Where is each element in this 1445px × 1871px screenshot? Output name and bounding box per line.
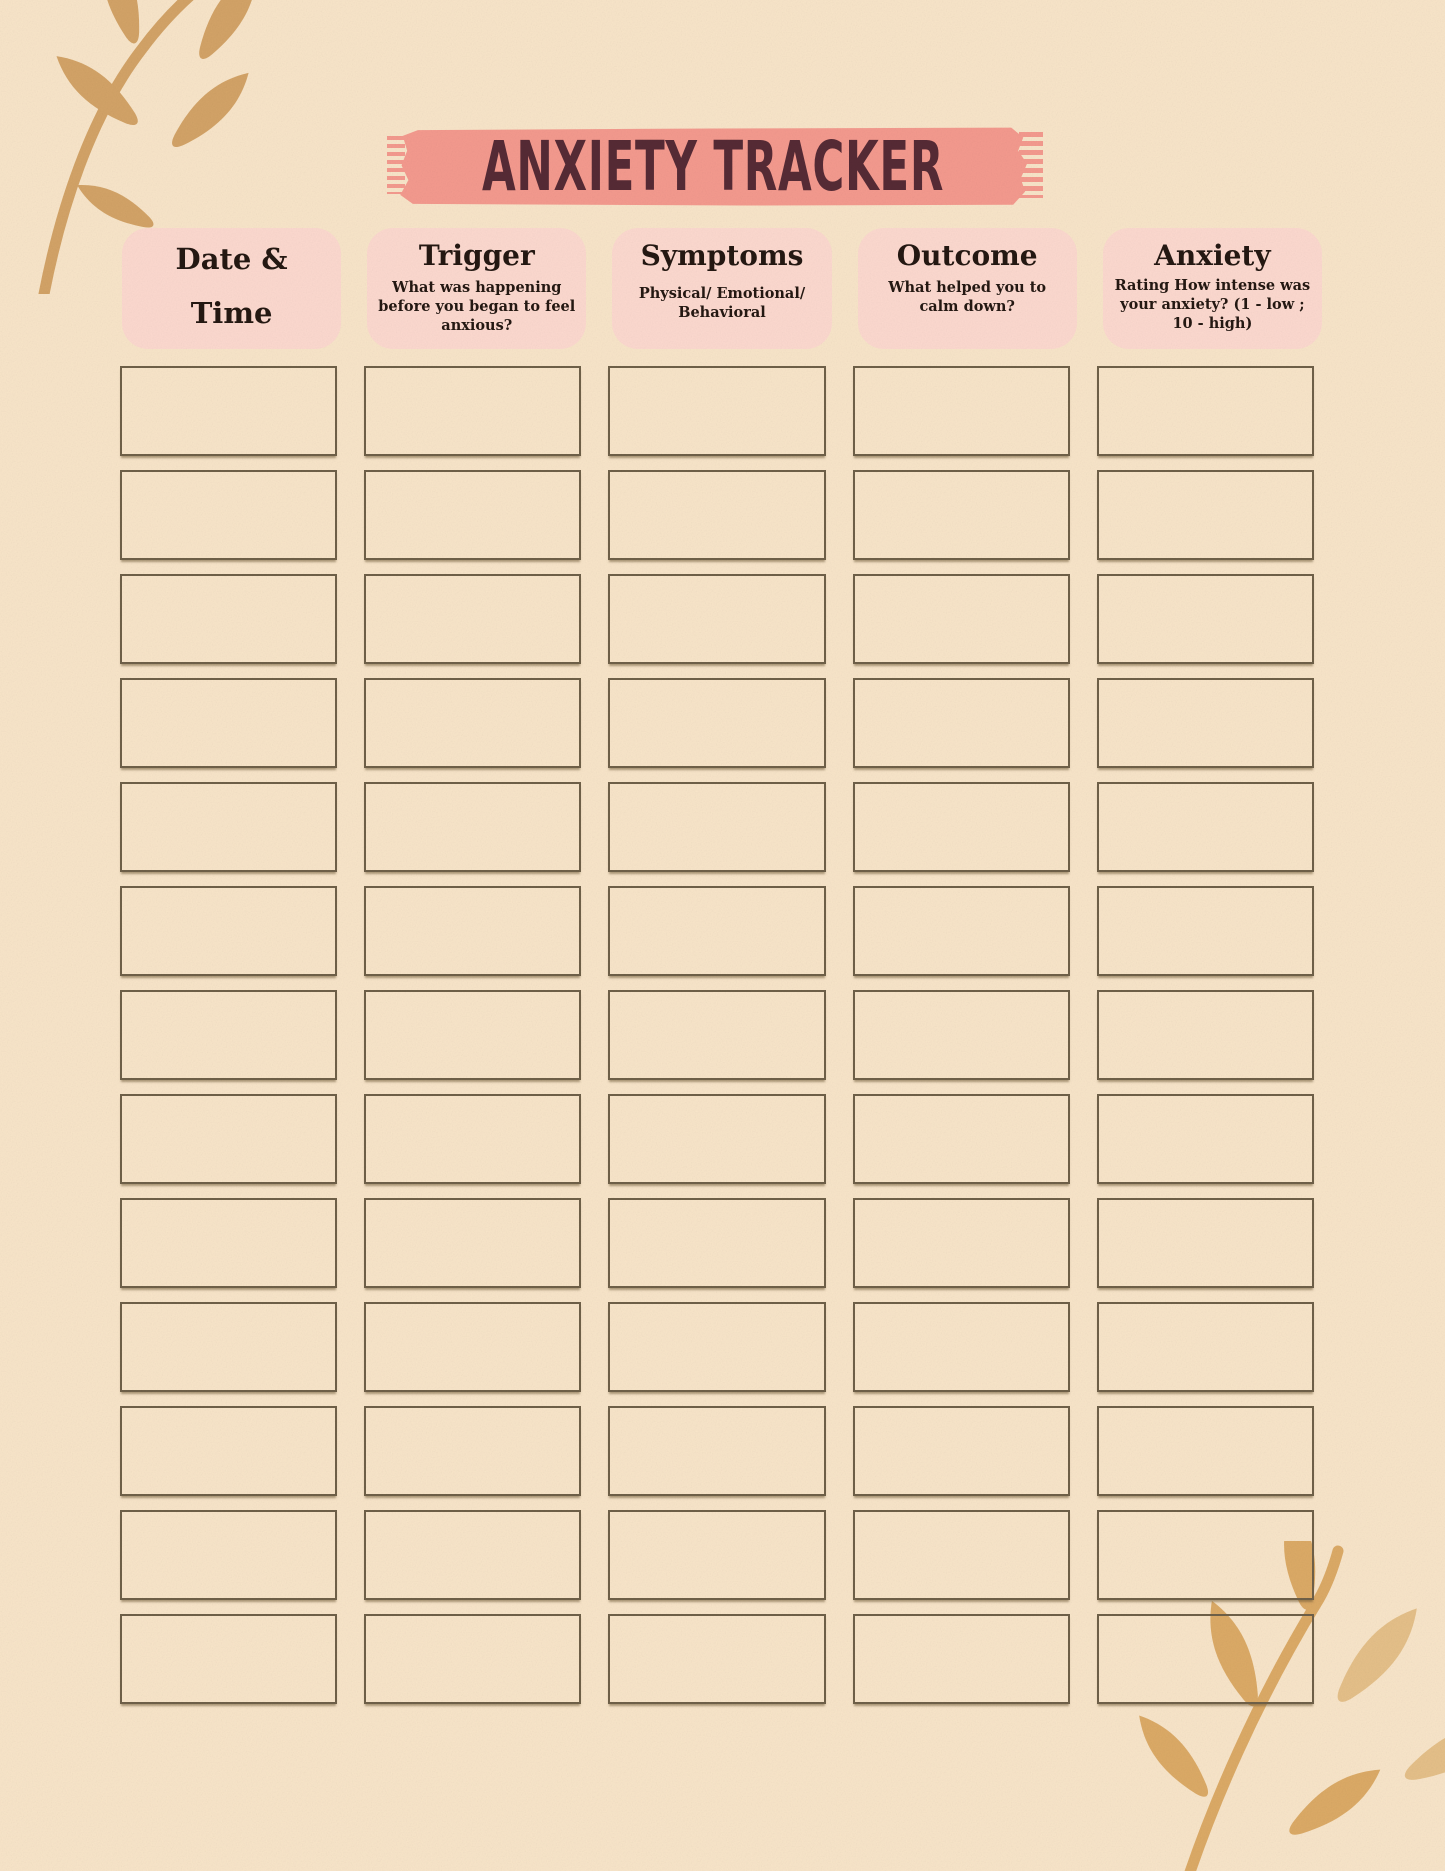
entry-cell-row6-trigger[interactable] [364, 886, 581, 976]
entry-cell-row12-date-time[interactable] [120, 1510, 337, 1600]
entry-cell-row13-date-time[interactable] [120, 1614, 337, 1704]
entry-cell-row4-date-time[interactable] [120, 678, 337, 768]
entry-cell-row4-trigger[interactable] [364, 678, 581, 768]
column-header-date-time [122, 228, 341, 349]
entry-cell-row8-anxiety[interactable] [1097, 1094, 1314, 1184]
entry-cell-row6-anxiety[interactable] [1097, 886, 1314, 976]
entry-cell-row11-trigger[interactable] [364, 1406, 581, 1496]
page-title: ANXIETY TRACKER [481, 126, 945, 207]
entry-cell-row4-outcome[interactable] [853, 678, 1070, 768]
entry-cell-row8-date-time[interactable] [120, 1094, 337, 1184]
entry-cell-row9-outcome[interactable] [853, 1198, 1070, 1288]
entry-cell-row8-symptoms[interactable] [608, 1094, 825, 1184]
entry-cell-row9-trigger[interactable] [364, 1198, 581, 1288]
entry-cell-row9-date-time[interactable] [120, 1198, 337, 1288]
column-title-trigger: Trigger [418, 239, 535, 272]
entry-cell-row6-outcome[interactable] [853, 886, 1070, 976]
column-title-symptoms: Symptoms [640, 239, 804, 272]
entry-cell-row4-symptoms[interactable] [608, 678, 825, 768]
column-headers-row [122, 228, 1322, 349]
entry-cell-row1-symptoms[interactable] [608, 366, 825, 456]
entry-cell-row1-date-time[interactable] [120, 366, 337, 456]
entry-cell-row5-date-time[interactable] [120, 782, 337, 872]
column-subtitle-anxiety: Rating How intense was your anxiety? (1 - low ; 10 - high) [1114, 277, 1311, 333]
entry-cell-row3-symptoms[interactable] [608, 574, 825, 664]
entry-cell-row12-anxiety[interactable] [1097, 1510, 1314, 1600]
entry-cell-row8-trigger[interactable] [364, 1094, 581, 1184]
entry-cell-row1-anxiety[interactable] [1097, 366, 1314, 456]
entry-cell-row4-anxiety[interactable] [1097, 678, 1314, 768]
column-subtitle-symptoms: Physical/ Emotional/ Behavioral [638, 285, 806, 322]
entry-cell-row12-symptoms[interactable] [608, 1510, 825, 1600]
title-banner [399, 126, 1027, 208]
entry-cell-row3-trigger[interactable] [364, 574, 581, 664]
entry-cell-row8-outcome[interactable] [853, 1094, 1070, 1184]
column-subtitle-trigger: What was happening before you began to feel anxious? [378, 279, 576, 335]
column-title-date-time: Date & Time [175, 241, 288, 330]
column-title-outcome: Outcome [896, 239, 1038, 272]
entry-cell-row9-symptoms[interactable] [608, 1198, 825, 1288]
entry-cell-row1-outcome[interactable] [853, 366, 1070, 456]
entry-cell-row5-trigger[interactable] [364, 782, 581, 872]
entry-cell-row12-outcome[interactable] [853, 1510, 1070, 1600]
entry-cell-row9-anxiety[interactable] [1097, 1198, 1314, 1288]
entry-cell-row10-anxiety[interactable] [1097, 1302, 1314, 1392]
entry-cell-row10-outcome[interactable] [853, 1302, 1070, 1392]
entry-cell-row2-date-time[interactable] [120, 470, 337, 560]
entry-cell-row5-symptoms[interactable] [608, 782, 825, 872]
entry-cell-row6-date-time[interactable] [120, 886, 337, 976]
column-title-anxiety: Anxiety [1154, 239, 1271, 272]
entry-cell-row10-date-time[interactable] [120, 1302, 337, 1392]
entry-cell-row13-symptoms[interactable] [608, 1614, 825, 1704]
entry-cell-row11-symptoms[interactable] [608, 1406, 825, 1496]
entry-cell-row13-outcome[interactable] [853, 1614, 1070, 1704]
entry-cell-row11-outcome[interactable] [853, 1406, 1070, 1496]
entry-cell-row7-outcome[interactable] [853, 990, 1070, 1080]
column-header-anxiety [1103, 228, 1322, 349]
entry-cell-row11-date-time[interactable] [120, 1406, 337, 1496]
entry-grid [120, 366, 1314, 1704]
entry-cell-row1-trigger[interactable] [364, 366, 581, 456]
entry-cell-row3-date-time[interactable] [120, 574, 337, 664]
entry-cell-row13-anxiety[interactable] [1097, 1614, 1314, 1704]
entry-cell-row2-anxiety[interactable] [1097, 470, 1314, 560]
entry-cell-row10-trigger[interactable] [364, 1302, 581, 1392]
entry-cell-row11-anxiety[interactable] [1097, 1406, 1314, 1496]
entry-cell-row6-symptoms[interactable] [608, 886, 825, 976]
entry-cell-row10-symptoms[interactable] [608, 1302, 825, 1392]
entry-cell-row13-trigger[interactable] [364, 1614, 581, 1704]
entry-cell-row7-trigger[interactable] [364, 990, 581, 1080]
entry-cell-row2-trigger[interactable] [364, 470, 581, 560]
column-header-trigger [367, 228, 586, 349]
column-header-symptoms [612, 228, 831, 349]
entry-cell-row12-trigger[interactable] [364, 1510, 581, 1600]
entry-cell-row2-outcome[interactable] [853, 470, 1070, 560]
column-header-outcome [858, 228, 1077, 349]
entry-cell-row7-date-time[interactable] [120, 990, 337, 1080]
entry-cell-row3-outcome[interactable] [853, 574, 1070, 664]
entry-cell-row3-anxiety[interactable] [1097, 574, 1314, 664]
entry-cell-row5-outcome[interactable] [853, 782, 1070, 872]
entry-cell-row7-symptoms[interactable] [608, 990, 825, 1080]
column-subtitle-outcome: What helped you to calm down? [888, 279, 1047, 316]
entry-cell-row7-anxiety[interactable] [1097, 990, 1314, 1080]
entry-cell-row2-symptoms[interactable] [608, 470, 825, 560]
entry-cell-row5-anxiety[interactable] [1097, 782, 1314, 872]
